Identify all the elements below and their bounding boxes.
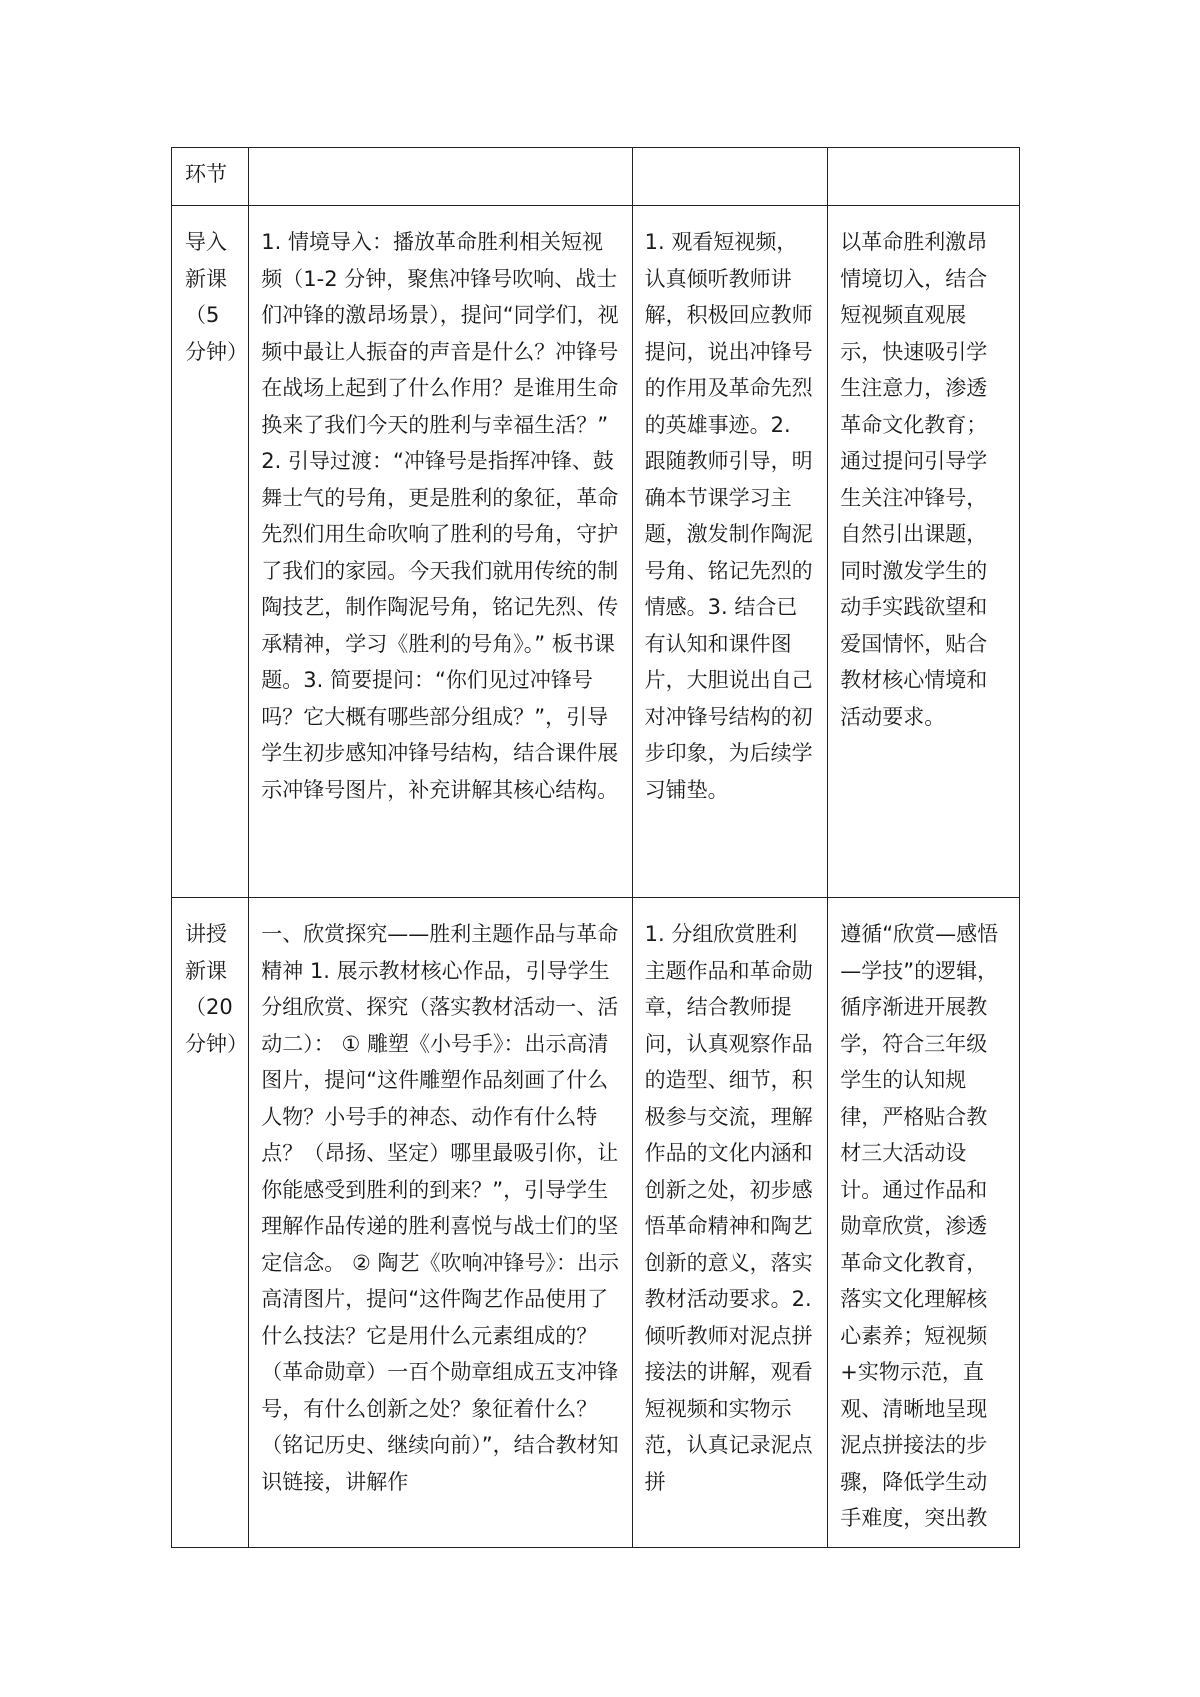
header-cell-stage	[172, 148, 249, 206]
teacher-activity-cell	[249, 898, 632, 1548]
table-row	[172, 898, 1020, 1548]
lesson-plan-table	[171, 147, 1020, 1548]
table-row	[172, 206, 1020, 898]
header-cell-teacher	[249, 148, 632, 206]
stage-cell	[172, 206, 249, 898]
stage-label: 讲授新课（20分钟）	[185, 922, 248, 1056]
teacher-activity-text: 一、欣赏探究——胜利主题作品与革命精神 1. 展示教材核心作品，引导学生分组欣赏、探究（落实教材活动一、活动二）： ① 雕塑《小号手》：出示高清图片，提问“这件雕塑作品刻画了什么人物？小号手的神态、动作有什么特点？（昂扬、坚定）哪里最吸引你，让你能感受到胜利的到来？”，引导学生理解作品传递的胜利喜悦与战士们的坚定信念。 ② 陶艺《吹响冲锋号》：出示高清图片，提问“这件陶艺作品使用了什么技法？它是用什么元素组成的？（革命勋章）一百个勋章组成五支冲锋号，有什么创新之处？象征着什么？（铭记历史、继续向前）”，结合教材知识链接，讲解作	[261, 922, 619, 1494]
student-activity-text: 1. 分组欣赏胜利主题作品和革命勋章，结合教师提问，认真观察作品的造型、细节，积极参与交流，理解作品的文化内涵和创新之处，初步感悟革命精神和陶艺创新的意义，落实教材活动要求。2. 倾听教师对泥点拼接法的讲解，观看短视频和实物示范，认真记录泥点拼	[644, 922, 813, 1494]
stage-label: 导入新课（5分钟）	[185, 230, 248, 364]
header-cell-intent	[828, 148, 1020, 206]
design-intent-text: 遵循“欣赏—感悟—学技”的逻辑，循序渐进开展教学，符合三年级学生的认知规律，严格贴合教材三大活动设计。通过作品和勋章欣赏，渗透革命文化教育，落实文化理解核心素养；短视频+实物示范，直观、清晰地呈现泥点拼接法的步骤，降低学生动手难度，突出教	[840, 922, 999, 1530]
design-intent-text: 以革命胜利激昂情境切入，结合短视频直观展示，快速吸引学生注意力，渗透革命文化教育；通过提问引导学生关注冲锋号，自然引出课题，同时激发学生的动手实践欲望和爱国情怀，贴合教材核心情境和活动要求。	[840, 230, 988, 729]
student-activity-cell	[632, 898, 828, 1548]
student-activity-text: 1. 观看短视频，认真倾听教师讲解，积极回应教师提问，说出冲锋号的作用及革命先烈的英雄事迹。2. 跟随教师引导，明确本节课学习主题，激发制作陶泥号角、铭记先烈的情感。3. 结合已有认知和课件图片，大胆说出自己对冲锋号结构的初步印象，为后续学习铺垫。	[644, 230, 813, 802]
design-intent-cell	[828, 898, 1020, 1548]
header-stage-label: 环节	[185, 162, 227, 186]
header-cell-student	[632, 148, 828, 206]
design-intent-cell	[828, 206, 1020, 898]
stage-cell	[172, 898, 249, 1548]
teacher-activity-cell	[249, 206, 632, 898]
table-header-row	[172, 148, 1020, 206]
teacher-activity-text: 1. 情境导入：播放革命胜利相关短视频（1-2 分钟，聚焦冲锋号吹响、战士们冲锋的激昂场景），提问“同学们，视频中最让人振奋的声音是什么？冲锋号在战场上起到了什么作用？是谁用生命换来了我们今天的胜利与幸福生活？” 2. 引导过渡：“冲锋号是指挥冲锋、鼓舞士气的号角，更是胜利的象征，革命先烈们用生命吹响了胜利的号角，守护了我们的家园。今天我们就用传统的制陶技艺，制作陶泥号角，铭记先烈、传承精神，学习《胜利的号角》。” 板书课题。3. 简要提问：“你们见过冲锋号吗？它大概有哪些部分组成？”，引导学生初步感知冲锋号结构，结合课件展示冲锋号图片，补充讲解其核心结构。	[261, 230, 619, 802]
student-activity-cell	[632, 206, 828, 898]
